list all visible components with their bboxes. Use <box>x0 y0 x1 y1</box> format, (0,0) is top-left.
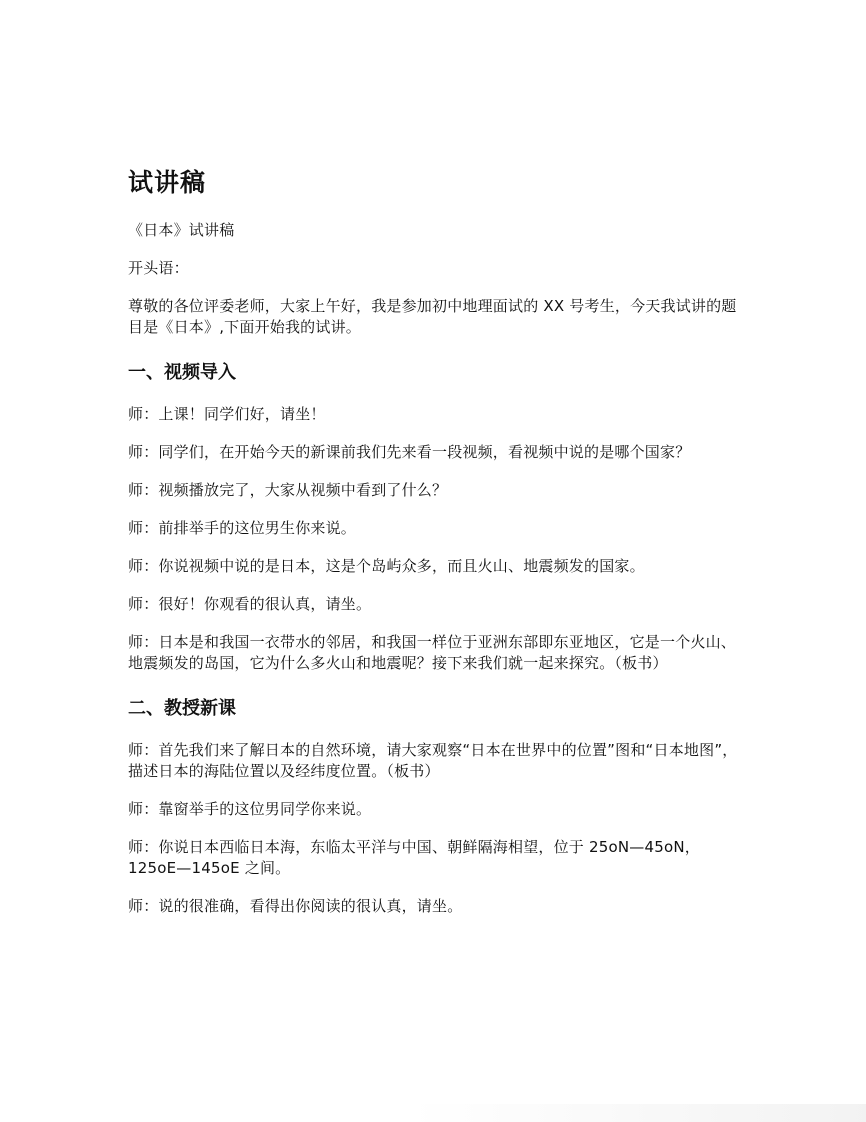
doc-subtitle: 《日本》试讲稿 <box>128 221 235 239</box>
page-edge-shadow <box>410 1104 866 1122</box>
paragraph: 师：说的很准确，看得出你阅读的很认真，请坐。 <box>128 897 463 915</box>
paragraph: 师：同学们，在开始今天的新课前我们先来看一段视频，看视频中说的是哪个国家？ <box>128 443 691 461</box>
section-heading-new-lesson: 二、教授新课 <box>128 698 236 719</box>
paragraph: 师：视频播放完了，大家从视频中看到了什么？ <box>128 481 448 499</box>
opening-text: 尊敬的各位评委老师，大家上午好，我是参加初中地理面试的 XX 号考生，今天我试讲的题目是《日本》,下面开始我的试讲。 <box>128 297 737 336</box>
paragraph: 师：你说日本西临日本海，东临太平洋与中国、朝鲜隔海相望，位于 25oN—45oN，125oE—145oE 之间。 <box>128 838 700 877</box>
opening-label: 开头语： <box>128 259 189 277</box>
paragraph: 师：首先我们来了解日本的自然环境，请大家观察“日本在世界中的位置”图和“日本地图”，描述日本的海陆位置以及经纬度位置。（板书） <box>128 741 738 780</box>
paragraph: 师：前排举手的这位男生你来说。 <box>128 519 357 537</box>
paragraph: 师：你说视频中说的是日本，这是个岛屿众多，而且火山、地震频发的国家。 <box>128 557 645 575</box>
paragraph: 师：日本是和我国一衣带水的邻居，和我国一样位于亚洲东部即东亚地区，它是一个火山、地震频发的岛国，它为什么多火山和地震呢？接下来我们就一起来探究。（板书） <box>128 633 737 672</box>
section-heading-video-intro: 一、视频导入 <box>128 362 236 383</box>
doc-title: 试讲稿 <box>128 168 207 197</box>
paragraph: 师：上课！同学们好，请坐！ <box>128 405 326 423</box>
paragraph: 师：很好！你观看的很认真，请坐。 <box>128 595 372 613</box>
paragraph: 师：靠窗举手的这位男同学你来说。 <box>128 800 372 818</box>
document-page <box>128 166 740 934</box>
